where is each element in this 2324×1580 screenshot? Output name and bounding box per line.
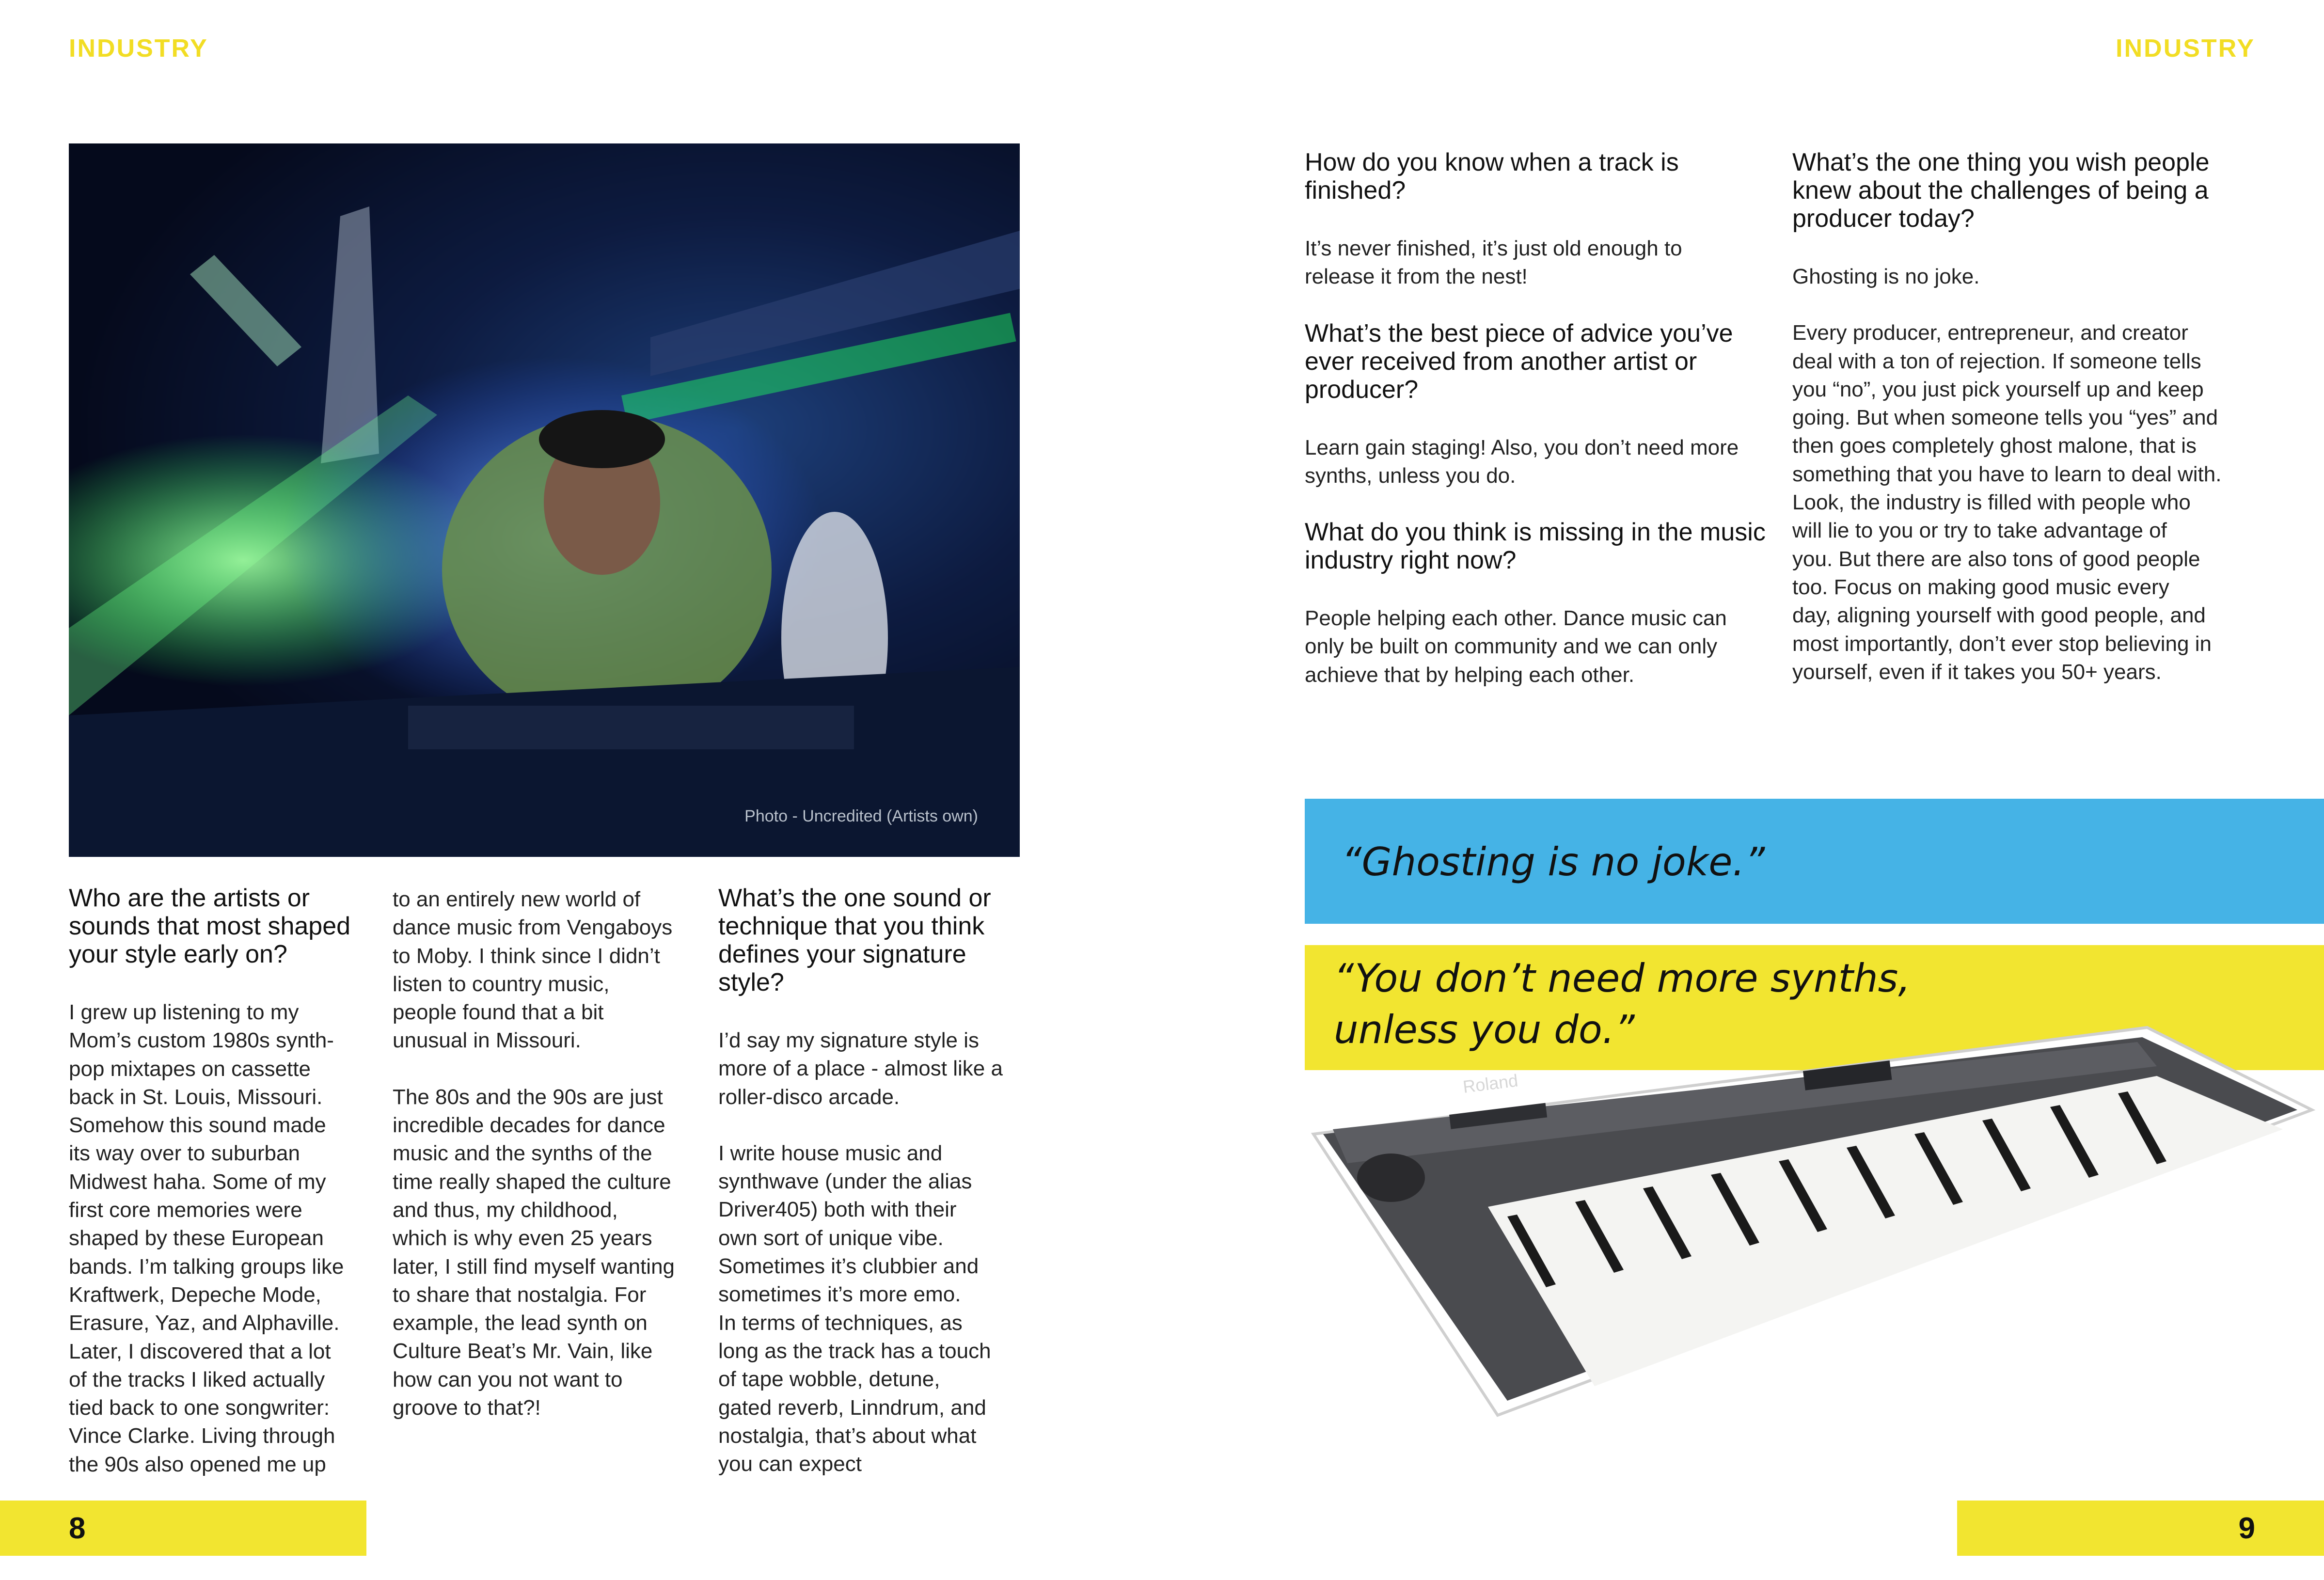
right-column-2 [1792,148,2258,686]
question-best-advice: What’s the best piece of advice you’ve ever received from another artist or producer? [1305,319,1733,404]
answer-challenges-1: Ghosting is no joke. [1792,265,1980,288]
pull-quote-synths-line2: unless you do.” [1334,1007,1635,1052]
answer-artists-cont-1: to an entirely new world of dance music from Vengaboys to Moby. I think since I didn’t listen to country music, people found that a bit unusual in Missouri. [393,887,673,1053]
left-column-2 [393,885,703,1422]
answer-artists: I grew up listening to my Mom’s custom 1980s synth- pop mixtapes on cassette back in St. Louis, Missouri. Somehow this sound made its way over to suburban Midwest haha. Some of my first core memories were shaped by these European bands. I’m talking groups like Kraftwerk, Depeche Mode, Erasure, Yaz, and Alphaville. Later, I discovered that a lot of the tracks I liked actually tied back to one songwriter: Vince Clarke. Living through the 90s also opened me up [69,1000,344,1476]
answer-signature-1: I’d say my signature style is more of a place - almost like a roller-disco arcade. [718,1028,1003,1109]
pull-quote-blue-block [1305,799,2324,924]
left-column-1 [69,884,379,1479]
answer-missing: People helping each other. Dance music can only be built on community and we can only achieve that by helping each other. [1305,606,1727,687]
page-bar-left [0,1501,366,1556]
question-missing: What do you think is missing in the music industry right now? [1305,518,1766,575]
left-column-3 [718,884,1028,1478]
answer-track-finished: It’s never finished, it’s just old enough to release it from the nest! [1305,237,1682,289]
dj-photo [69,143,1020,857]
photo-caption: Photo - Uncredited (Artists own) [744,807,978,825]
section-label-left: INDUSTRY [69,34,208,63]
right-column-1 [1305,148,1770,689]
page-number-right: 9 [2238,1512,2255,1545]
answer-best-advice: Learn gain staging! Also, you don’t need more synths, unless you do. [1305,435,1739,488]
question-challenges: What’s the one thing you wish people knew about the challenges of being a producer today? [1792,148,2210,233]
page-bar-right [1957,1501,2324,1556]
answer-challenges-2: Every producer, entrepreneur, and creator deal with a ton of rejection. If someone tells you “no”, you just pick yourself up and keep going. But when someone tells you “yes” and then goes completely ghost malone, that is something that you have to learn to deal with. Look, the industry is filled with people who will lie to you or try to take advantage of you. But there are also tons of good people too. Focus on making good music every day, aligning yourself with good people, and most importantly, don’t ever stop believing in yourself, even if it takes you 50+ years. [1792,321,2222,684]
pull-quote-synths-line1: “You don’t need more synths, [1334,956,1911,1001]
keyboard-brand-text: Roland [1461,1070,1519,1097]
dj-scene-illustration [69,143,1020,857]
section-label-right: INDUSTRY [2116,34,2255,63]
question-signature-sound: What’s the one sound or technique that you think defines your signature style? [718,884,991,996]
pull-quote-ghosting: “Ghosting is no joke.” [1342,839,1765,885]
question-artists: Who are the artists or sounds that most shaped your style early on? [69,884,351,968]
question-track-finished: How do you know when a track is finished? [1305,148,1679,205]
answer-artists-cont-2: The 80s and the 90s are just incredible decades for dance music and the synths of the time really shaped the culture and thus, my childhood, which is why even 25 years later, I still find myself wanting to share that nostalgia. For example, the lead synth on Culture Beat’s Mr. Vain, like how can you not want to groove to that?! [393,1085,675,1420]
answer-signature-2: I write house music and synthwave (under the alias Driver405) both with their own sort of unique vibe. Sometimes it’s clubbier and sometimes it’s more emo. In terms of techniques, as long as the track has a touch of tape wobble, detune, gated reverb, Linndrum, and nostalgia, that’s about what you can expect [718,1141,991,1476]
page-number-left: 8 [69,1512,86,1545]
